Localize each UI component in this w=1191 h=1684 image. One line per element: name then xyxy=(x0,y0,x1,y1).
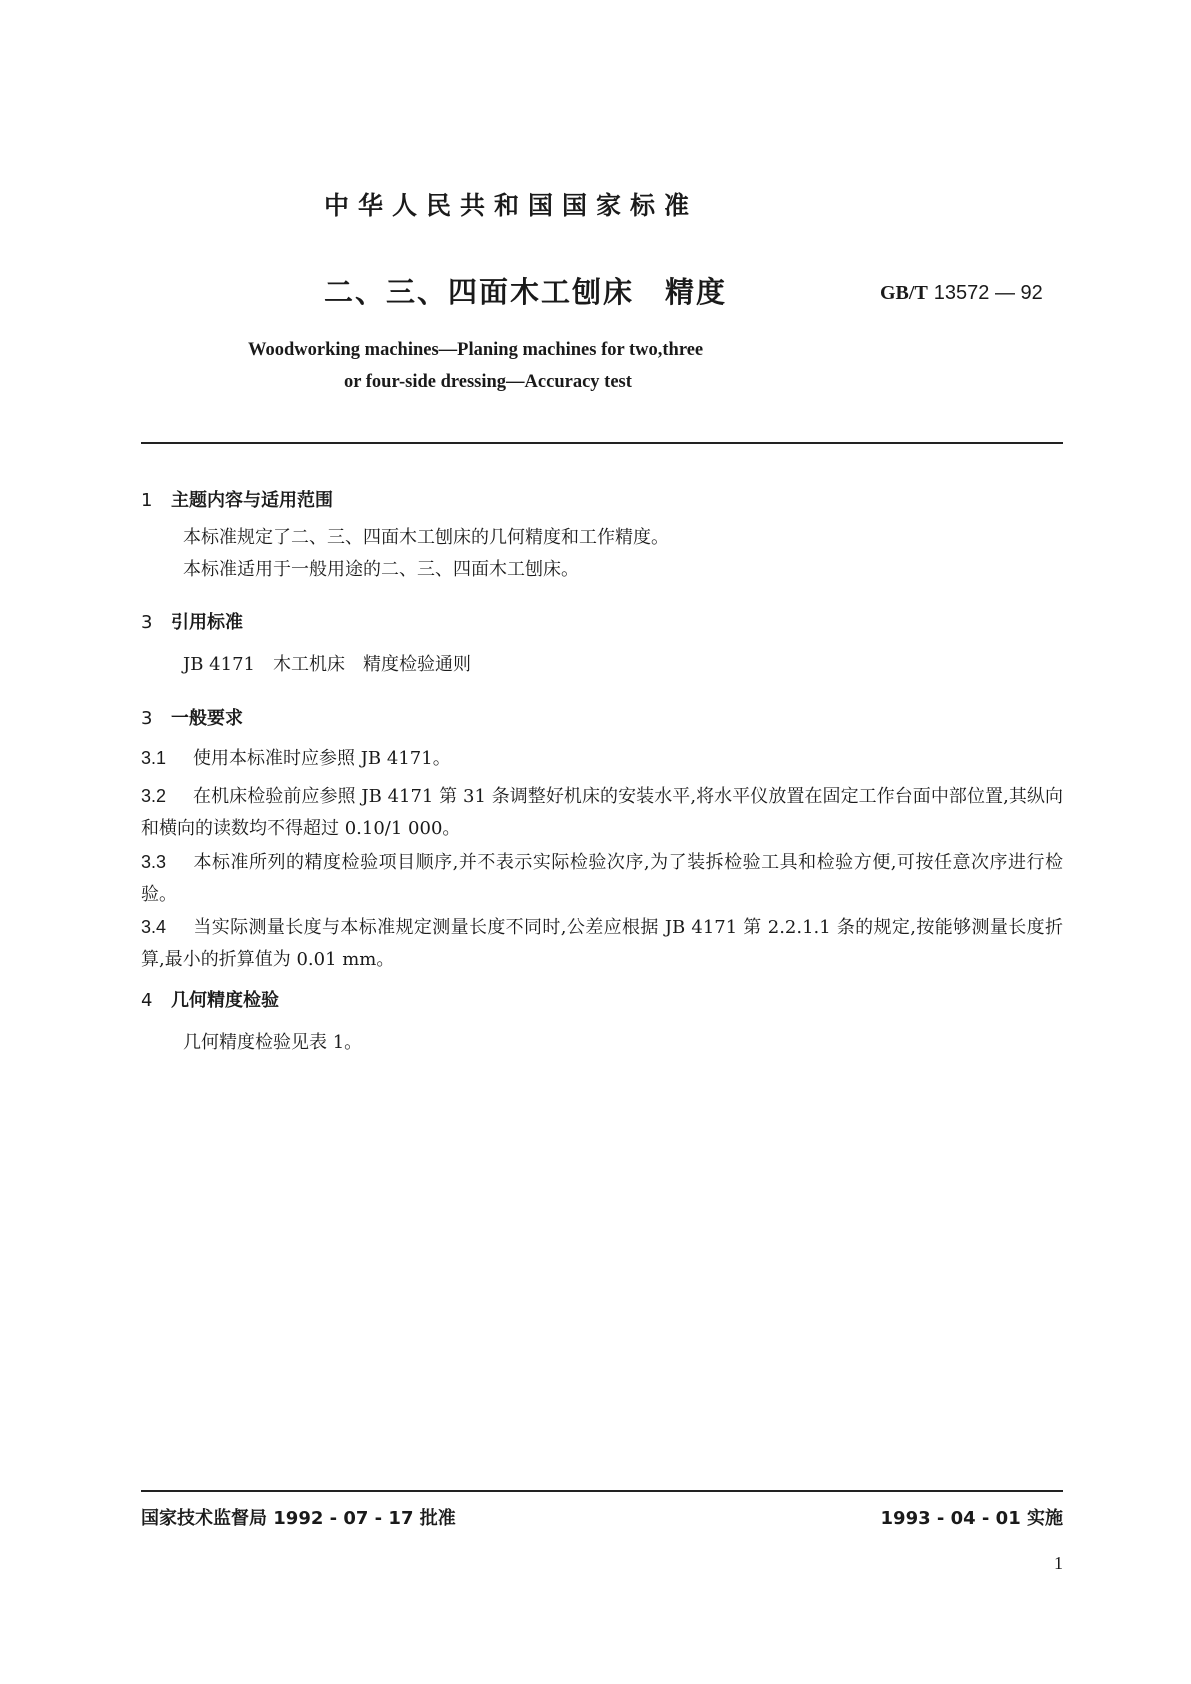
section-heading xyxy=(141,486,333,512)
page-number: 1 xyxy=(1054,1553,1063,1573)
paragraph: 几何精度检验见表 1。 xyxy=(183,1032,363,1053)
english-title-line1: Woodworking machines—Planing machines for two,three xyxy=(248,340,704,360)
footer-divider xyxy=(141,1490,1063,1492)
approval-date: 国家技术监督局 1992 - 07 - 17 批准 xyxy=(141,1508,456,1529)
header-divider xyxy=(141,442,1063,444)
clause xyxy=(141,911,1063,976)
paragraph: 本标准规定了二、三、四面木工刨床的几何精度和工作精度。 xyxy=(183,527,669,548)
section-heading xyxy=(141,986,279,1012)
clause-text: 使用本标准时应参照 JB 4171。 xyxy=(193,748,451,769)
clause-number: 3.1 xyxy=(141,748,167,768)
clause xyxy=(141,846,1063,911)
clause-text: 当实际测量长度与本标准规定测量长度不同时,公差应根据 JB 4171 第 2.2.1.1 条的规定,按能够测量长度折算,最小的折算值为 0.01 mm。 xyxy=(141,917,1063,970)
document-title: 二、三、四面木工刨床 精度 xyxy=(324,275,728,309)
section-heading xyxy=(141,608,243,634)
standard-code-prefix: GB/T xyxy=(880,282,928,304)
paragraph: 本标准适用于一般用途的二、三、四面木工刨床。 xyxy=(183,559,579,580)
english-title-line2: or four-side dressing—Accuracy test xyxy=(344,372,632,392)
section-title: 几何精度检验 xyxy=(171,990,279,1011)
clause xyxy=(141,780,1063,845)
section-number: 3 xyxy=(141,708,153,729)
standard-code-number: 13572 — 92 xyxy=(933,282,1043,304)
paragraph: JB 4171 木工机床 精度检验通则 xyxy=(183,654,471,675)
clause-number: 3.4 xyxy=(141,917,167,937)
section-title: 主题内容与适用范围 xyxy=(171,490,333,511)
section-number: 3 xyxy=(141,612,153,633)
section-title: 一般要求 xyxy=(171,708,243,729)
english-title xyxy=(248,334,703,398)
section-number: 4 xyxy=(141,990,153,1011)
clause-text: 在机床检验前应参照 JB 4171 第 31 条调整好机床的安装水平,将水平仪放置在固定工作台面中部位置,其纵向和横向的读数均不得超过 0.10/1 000。 xyxy=(141,786,1063,839)
clause xyxy=(141,742,1063,775)
section-number: 1 xyxy=(141,490,153,511)
standard-code xyxy=(880,282,1043,305)
clause-text: 本标准所列的精度检验项目顺序,并不表示实际检验次序,为了装拆检验工具和检验方便,可按任意次序进行检验。 xyxy=(141,852,1063,905)
implementation-date: 1993 - 04 - 01 实施 xyxy=(880,1508,1063,1529)
national-standard-heading: 中华人民共和国国家标准 xyxy=(324,191,699,220)
section-heading xyxy=(141,704,243,730)
section-title: 引用标准 xyxy=(171,612,243,633)
clause-number: 3.3 xyxy=(141,852,167,872)
clause-number: 3.2 xyxy=(141,786,167,806)
